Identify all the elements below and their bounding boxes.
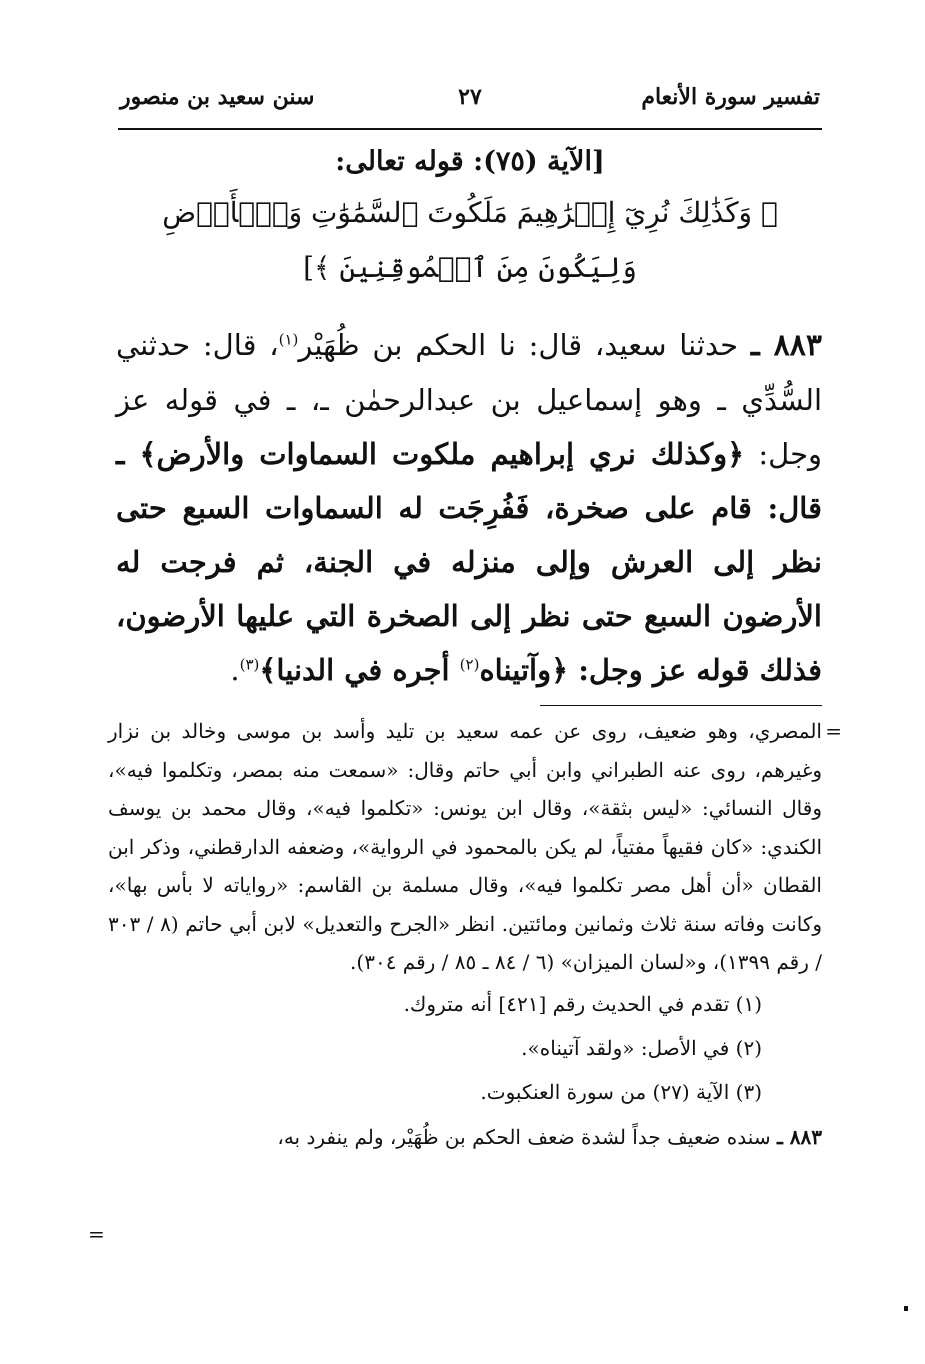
page-header (120, 84, 820, 124)
quran-verse-line-1: ﴿ وَكَذَٰلِكَ نُرِيٓ إِبۡرَٰهِيمَ مَلَكُوتَ ٱلسَّمَٰوَٰتِ وَٱلۡأَرۡضِ (162, 196, 778, 229)
hadith-number: ٨٨٣ ـ (750, 328, 822, 363)
hadith-matn-end: أجره في الدنيا﴾ (259, 653, 460, 687)
footnote-separator (540, 705, 822, 706)
hadith-isnad-cont: ، قال: حدثني السُّدِّي ـ وهو إسماعيل بن عبدالرحمٰن ـ، ـ في قوله عز وجل: (116, 328, 822, 471)
footnote-2: (٢) في الأصل: «ولقد آتيناه». (521, 1035, 762, 1060)
footnote-ref-1: (١) (278, 330, 299, 349)
footnotes (108, 712, 842, 1160)
hadith-isnad: حدثنا سعيد، قال: نا الحكم بن ظُهَيْر (298, 328, 751, 362)
running-title-right: تفسير سورة الأنعام (641, 84, 820, 110)
page-number: ٢٧ (458, 84, 482, 110)
verse-heading: [الآية (٧٥): قوله تعالى: (335, 146, 605, 177)
running-title-left: سنن سعيد بن منصور (120, 84, 315, 110)
footnote-3: (٣) الآية (٢٧) من سورة العنكبوت. (480, 1079, 762, 1104)
hadith-text (116, 318, 822, 697)
quran-verse-line-2: وَلِيَكُونَ مِنَ ٱلۡمُوقِنِينَ ﴾] (303, 251, 637, 284)
takhrij-text: سنده ضعيف جداً لشدة ضعف الحكم بن ظُهَيْر، ولم ينفرد به، (277, 1124, 777, 1149)
footnote-1: (١) تقدم في الحديث رقم [٤٢١] أنه متروك. (403, 991, 762, 1016)
hadith-matn: ﴿وكذلك نري إبراهيم ملكوت السماوات والأرض﴾ ـ قال: قام على صخرة، فَفُرِجَت له السماوات السبع حتى نظر إلى العرش وإلى منزله في الجنة، ثم فرجت له الأرضون السبع حتى نظر إلى الصخرة التي عليها الأرضون، فذلك قوله عز وجل: ﴿وآتيناه (116, 437, 822, 687)
scan-speck (904, 1306, 908, 1311)
takhrij-continuation-mark: = (88, 1222, 105, 1246)
footnote-ref-3: (٣) (239, 655, 260, 674)
continuation-mark: = (825, 719, 842, 743)
hadith-end: . (230, 653, 240, 687)
takhrij-number: ٨٨٣ ـ (776, 1124, 822, 1149)
header-rule (118, 128, 822, 130)
footnote-continuation: المصري، وهو ضعيف، روى عن عمه سعيد بن تليد وأسد بن موسى وخالد بن نزار وغيرهم، روى عنه الطبراني وابن أبي حاتم وقال: «سمعت منه بمصر، وتكلموا فيه»، وقال النسائي: «ليس بثقة»، وقال ابن يونس: «تكلموا فيه»، وقال محمد بن يوسف الكندي: «كان فقيهاً مفتياً، لم يكن بالمحمود في الرواية»، وضعفه الدارقطني، وذكر ابن القطان «أن أهل مصر تكلموا فيه»، وقال مسلمة بن القاسم: «رواياته لا بأس بها»، وكانت وفاته سنة ثلاث وثمانين ومائتين. انظر «الجرح والتعديل» لابن أبي حاتم (٨ / ٣٠٣ / رقم ١٣٩٩)، و«لسان الميزان» (٦ / ٨٤ ـ ٨٥ / رقم ٣٠٤). (108, 719, 823, 974)
footnote-ref-2: (٢) (459, 655, 480, 674)
takhrij-note (108, 1114, 822, 1160)
